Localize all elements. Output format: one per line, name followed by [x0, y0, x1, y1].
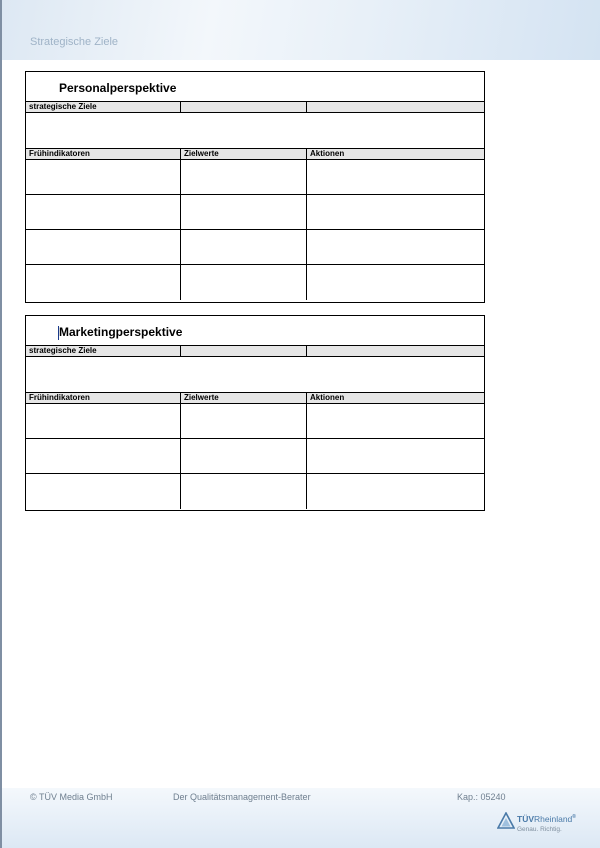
table-title[interactable] [26, 72, 484, 102]
goals-header-cell [181, 102, 307, 112]
table-cell[interactable] [181, 404, 307, 438]
logo-tagline: Genau. Richtig. [517, 826, 562, 833]
table-cell[interactable] [181, 474, 307, 509]
footer-copyright: © TÜV Media GmbH [30, 792, 113, 802]
table-title-text: Personalperspektive [59, 81, 177, 95]
triangle-icon [497, 812, 515, 830]
column-header: Zielwerte [181, 393, 307, 403]
logo-name-light: Rheinland [534, 814, 573, 824]
table-row [26, 265, 484, 300]
table-cell[interactable] [181, 265, 307, 300]
table-title-text: Marketingperspektive [59, 325, 183, 339]
goals-header-row [26, 346, 484, 357]
table-cell[interactable] [307, 265, 484, 300]
logo-name-bold: TÜV [517, 814, 534, 824]
table-row [26, 439, 484, 474]
column-header: Frühindikatoren [26, 149, 181, 159]
table-row [26, 474, 484, 509]
goals-header-cell [307, 102, 484, 112]
table-personalperspektive [25, 71, 485, 303]
goals-header-row [26, 102, 484, 113]
table-cell[interactable] [181, 230, 307, 264]
page-left-rule [0, 0, 2, 848]
table-cell[interactable] [26, 230, 181, 264]
goals-header-cell [307, 346, 484, 356]
table-cell[interactable] [181, 439, 307, 473]
table-cell[interactable] [181, 195, 307, 229]
header-band [2, 0, 600, 60]
table-cell[interactable] [26, 265, 181, 300]
table-cell[interactable] [307, 195, 484, 229]
logo-registered: ® [572, 814, 576, 821]
column-header: Frühindikatoren [26, 393, 181, 403]
table-cell[interactable] [26, 195, 181, 229]
goals-header-cell [181, 346, 307, 356]
table-cell[interactable] [26, 160, 181, 194]
table-title[interactable] [26, 316, 484, 346]
table-row [26, 404, 484, 439]
column-header: Aktionen [310, 149, 345, 158]
text-cursor [58, 326, 59, 340]
logo-wordmark [517, 814, 576, 824]
goals-header-cell: strategische Ziele [26, 346, 181, 356]
table-cell[interactable] [307, 404, 484, 438]
goals-header-cell: strategische Ziele [26, 102, 181, 112]
page-header-title: Strategische Ziele [30, 36, 119, 48]
footer-chapter: Kap.: 05240 [457, 792, 506, 802]
footer-book-title: Der Qualitätsmanagement-Berater [173, 792, 311, 802]
column-header: Aktionen [310, 393, 345, 402]
table-cell[interactable] [26, 474, 181, 509]
table-cell[interactable] [26, 404, 181, 438]
tuv-rheinland-logo [497, 812, 592, 838]
column-header-row [26, 393, 484, 404]
table-marketingperspektive [25, 315, 485, 511]
goals-input-area[interactable] [26, 357, 484, 393]
table-row [26, 230, 484, 265]
column-header: Zielwerte [181, 149, 307, 159]
table-cell[interactable] [307, 230, 484, 264]
column-header-row [26, 149, 484, 160]
table-cell[interactable] [181, 160, 307, 194]
table-cell[interactable] [307, 439, 484, 473]
table-cell[interactable] [307, 474, 484, 509]
table-cell[interactable] [307, 160, 484, 194]
table-row [26, 195, 484, 230]
table-row [26, 160, 484, 195]
goals-input-area[interactable] [26, 113, 484, 149]
table-cell[interactable] [26, 439, 181, 473]
